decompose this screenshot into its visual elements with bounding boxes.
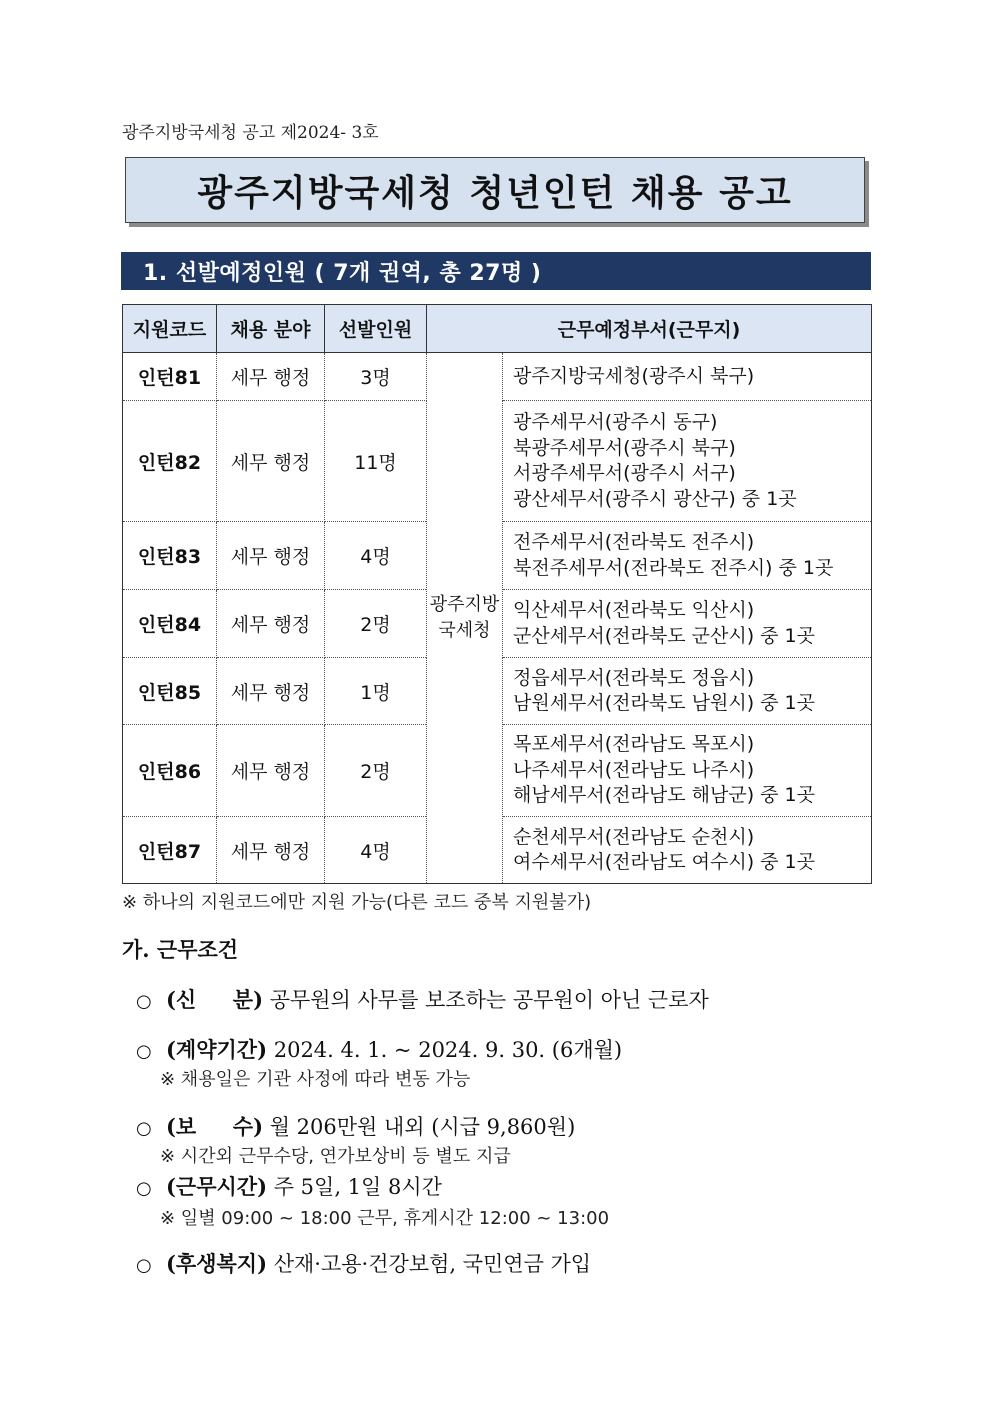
count-cell: 3명 (325, 353, 427, 401)
organization-cell (427, 353, 503, 884)
condition-label: (계약기간) (166, 1037, 268, 1062)
section-1-title: 1. 선발예정인원 ( 7개 권역, 총 27명 ) (143, 260, 542, 286)
code-cell: 인턴83 (123, 522, 217, 590)
condition-label: (근무시간) (166, 1174, 268, 1199)
page-title: 광주지방국세청 청년인턴 채용 공고 (197, 172, 793, 214)
condition-label: (보 수) (166, 1114, 263, 1139)
condition-contract (136, 1034, 622, 1064)
field-cell: 세무 행정 (217, 658, 325, 725)
condition-note: ※ 채용일은 기관 사정에 따라 변동 가능 (160, 1069, 471, 1090)
count-cell: 2명 (325, 725, 427, 817)
condition-text: 월 206만원 내외 (시급 9,860원) (269, 1115, 576, 1139)
code-cell: 인턴85 (123, 658, 217, 725)
field-cell: 세무 행정 (217, 817, 325, 884)
header-code: 지원코드 (123, 305, 217, 353)
condition-text: 공무원의 사무를 보조하는 공무원이 아닌 근로자 (269, 988, 709, 1012)
title-box (125, 157, 865, 223)
field-cell: 세무 행정 (217, 522, 325, 590)
bullet-icon: ○ (136, 1178, 152, 1199)
code-cell: 인턴81 (123, 353, 217, 401)
count-cell: 4명 (325, 817, 427, 884)
office-cell: 전주세무서(전라북도 전주시) 북전주세무서(전라북도 전주시) 중 1곳 (503, 522, 872, 590)
condition-status (136, 984, 709, 1014)
count-cell: 1명 (325, 658, 427, 725)
field-cell: 세무 행정 (217, 725, 325, 817)
condition-text: 주 5일, 1일 8시간 (273, 1175, 442, 1199)
office-cell: 익산세무서(전라북도 익산시) 군산세무서(전라북도 군산시) 중 1곳 (503, 590, 872, 658)
notice-number: 광주지방국세청 공고 제2024- 3호 (122, 123, 379, 143)
section-ga-title: 가. 근무조건 (122, 937, 239, 962)
condition-note: ※ 시간외 근무수당, 연가보상비 등 별도 지급 (160, 1146, 511, 1167)
count-cell: 2명 (325, 590, 427, 658)
header-office: 근무예정부서(근무지) (427, 305, 872, 353)
code-cell: 인턴86 (123, 725, 217, 817)
condition-text: 2024. 4. 1. ~ 2024. 9. 30. (6개월) (273, 1038, 623, 1062)
code-cell: 인턴87 (123, 817, 217, 884)
count-cell: 4명 (325, 522, 427, 590)
condition-welfare (136, 1248, 591, 1278)
field-cell: 세무 행정 (217, 590, 325, 658)
office-cell: 정읍세무서(전라북도 정읍시) 남원세무서(전라북도 남원시) 중 1곳 (503, 658, 872, 725)
organization-name: 광주지방 국세청 (429, 594, 500, 641)
bullet-icon: ○ (136, 1041, 152, 1062)
recruitment-table (122, 304, 872, 884)
bullet-icon: ○ (136, 991, 152, 1012)
section-header-bar (121, 252, 871, 290)
condition-pay (136, 1111, 575, 1141)
condition-label: (후생복지) (166, 1251, 268, 1276)
code-cell: 인턴82 (123, 401, 217, 522)
condition-label: (신 분) (166, 987, 263, 1012)
header-count: 선발인원 (325, 305, 427, 353)
office-cell: 순천세무서(전라남도 순천시) 여수세무서(전라남도 여수시) 중 1곳 (503, 817, 872, 884)
code-cell: 인턴84 (123, 590, 217, 658)
table-note: ※ 하나의 지원코드에만 지원 가능(다른 코드 중복 지원불가) (122, 892, 592, 913)
condition-hours (136, 1171, 442, 1201)
condition-note: ※ 일별 09:00 ~ 18:00 근무, 휴게시간 12:00 ~ 13:00 (160, 1208, 610, 1229)
table-row (123, 353, 872, 401)
header-field: 채용 분야 (217, 305, 325, 353)
bullet-icon: ○ (136, 1255, 152, 1276)
field-cell: 세무 행정 (217, 353, 325, 401)
office-cell: 목포세무서(전라남도 목포시) 나주세무서(전라남도 나주시) 해남세무서(전라남도 해남군) 중 1곳 (503, 725, 872, 817)
office-cell: 광주지방국세청(광주시 북구) (503, 353, 872, 401)
bullet-icon: ○ (136, 1118, 152, 1139)
condition-text: 산재·고용·건강보험, 국민연금 가입 (273, 1252, 592, 1276)
count-cell: 11명 (325, 401, 427, 522)
table-header-row (123, 305, 872, 353)
field-cell: 세무 행정 (217, 401, 325, 522)
office-cell: 광주세무서(광주시 동구) 북광주세무서(광주시 북구) 서광주세무서(광주시 서구) 광산세무서(광주시 광산구) 중 1곳 (503, 401, 872, 522)
